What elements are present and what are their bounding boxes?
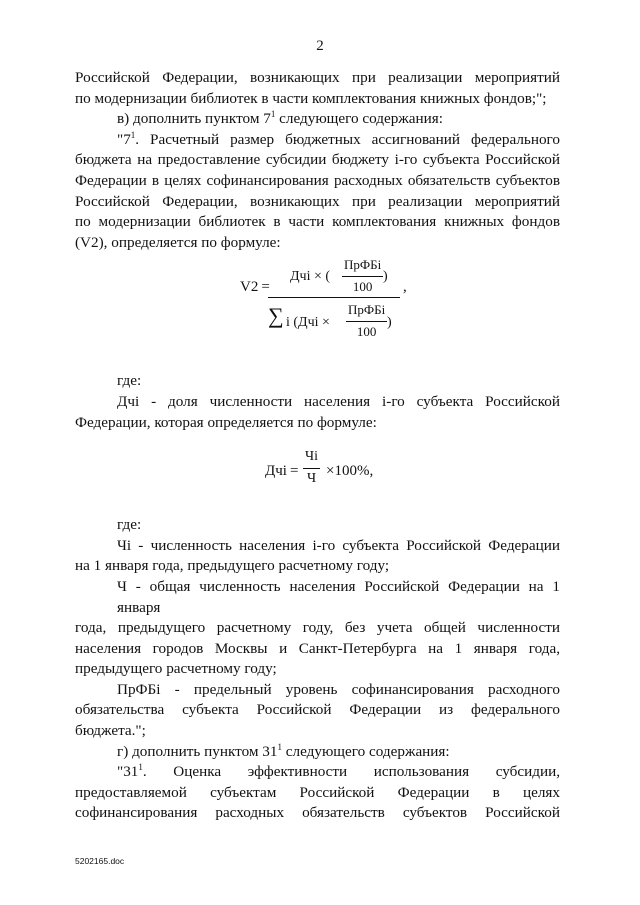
- document-body: [75, 68, 560, 824]
- text-fragment: где:: [117, 372, 142, 390]
- paragraph-prfb: [75, 680, 560, 742]
- paragraph-chi: [75, 536, 560, 577]
- gde-label: [75, 515, 560, 536]
- text-line: Ч - общая численность населения Российской Федерации на 1 января: [117, 577, 560, 616]
- page-number: 2: [316, 38, 324, 54]
- text-line: [75, 130, 560, 151]
- fraction-numerator: ПрФБi: [346, 300, 387, 322]
- paragraph-7-1: [75, 130, 560, 254]
- formula-equals: =: [289, 463, 299, 480]
- formula-lhs: Дчi: [265, 463, 287, 480]
- text-fragment: следующего содержания:: [281, 742, 450, 760]
- fraction-chi-ch: [303, 447, 320, 489]
- text-line: бюджета на предоставление субсидии бюджету i-го субъекта Российской: [75, 151, 560, 169]
- text-line: предоставляемой субъектам Российской Федерации в целях: [75, 783, 560, 801]
- text-line: Российской Федерации, возникающих при реализации мероприятий: [75, 192, 560, 210]
- fraction-denominator: Ч: [306, 470, 317, 486]
- paragraph-31-1: [75, 762, 560, 824]
- text-line: бюджета.";: [75, 722, 146, 740]
- text-line: Чi - численность населения i-го субъекта Российской Федерации: [117, 536, 560, 554]
- text-line: Федерации в целях софинансирования расходных обязательств субъектов: [75, 171, 560, 189]
- fraction-numerator: Чi: [303, 447, 320, 469]
- text-line: по модернизации библиотек в части комплектования книжных фондов: [75, 213, 560, 231]
- text-fragment: следующего содержания:: [275, 110, 443, 128]
- formula-lhs: V2: [240, 279, 259, 296]
- fraction-denominator: 100: [352, 278, 373, 294]
- text-line: ПрФБi - предельный уровень софинансирования расходного: [117, 680, 560, 698]
- superscript: 1: [130, 129, 136, 140]
- text-line: Российской Федерации, возникающих при реализации мероприятий: [75, 69, 560, 86]
- superscript: 1: [138, 762, 143, 773]
- formula-den-open: (Дчi ×: [293, 315, 330, 331]
- text-line: предыдущего расчетному году;: [75, 660, 277, 678]
- text-line: населения городов Москвы и Санкт-Петербурга на 1 января года,: [75, 639, 560, 657]
- formula-equals: =: [261, 279, 270, 296]
- text-line: софинансирования расходных обязательств субъектов Российской: [75, 804, 560, 822]
- text-fragment: . Оценка эффективности использования субсидии,: [142, 763, 560, 781]
- formula-denominator: [268, 298, 396, 342]
- superscript: 1: [270, 109, 276, 120]
- fraction-prfbi-100: [342, 255, 383, 297]
- paragraph-dchi: [75, 392, 560, 433]
- paren: ): [383, 269, 388, 285]
- superscript: 1: [277, 741, 282, 752]
- paren: (: [325, 269, 331, 285]
- formula-comma: ,: [369, 463, 374, 480]
- text-fragment: "7: [117, 130, 131, 148]
- text-fragment: г) дополнить пунктом 31: [117, 742, 278, 760]
- gde-label: [75, 371, 560, 392]
- text-line: обязательства субъекта Российской Федерации из федерального: [75, 701, 560, 719]
- footer-filename: 5202165.doc: [75, 856, 125, 866]
- text-fragment: где:: [117, 516, 142, 534]
- paren: ): [387, 315, 392, 331]
- fraction-prfbi-100: [346, 300, 387, 342]
- formula-numerator: [272, 253, 396, 297]
- text-line: Дчi - доля численности населения i-го субъекта Российской: [117, 392, 560, 410]
- paragraph-v: [75, 109, 560, 130]
- paragraph-continuation: [75, 68, 560, 109]
- text-line: [75, 762, 560, 783]
- text-fragment: . Расчетный размер бюджетных ассигнований федерального: [135, 130, 560, 148]
- text-line: на 1 января года, предыдущего расчетному году;: [75, 557, 390, 575]
- text-line: (V2), определяется по формуле:: [75, 233, 281, 251]
- fraction-numerator: ПрФБi: [342, 255, 383, 277]
- formula-v2: [75, 253, 560, 371]
- text-fragment: "31: [117, 763, 139, 781]
- formula-tail: ×100%: [326, 463, 370, 480]
- text-line: по модернизации библиотек в части комплектования книжных фондов;";: [75, 89, 547, 107]
- formula-dchi: Дчi: [290, 269, 311, 285]
- times-sign: ×: [313, 269, 322, 285]
- fraction-denominator: 100: [356, 323, 377, 339]
- formula-comma: ,: [403, 279, 407, 296]
- text-line: Федерации, которая определяется по формуле:: [75, 413, 377, 431]
- sum-sign: ∑: [268, 303, 284, 329]
- paragraph-g: [75, 742, 560, 763]
- text-fragment: в) дополнить пунктом 7: [117, 110, 271, 128]
- paragraph-ch: [75, 577, 560, 680]
- formula-dchi: [75, 433, 560, 515]
- index-i: i: [286, 315, 290, 331]
- text-line: года, предыдущего расчетному году, без учета общей численности: [75, 619, 560, 637]
